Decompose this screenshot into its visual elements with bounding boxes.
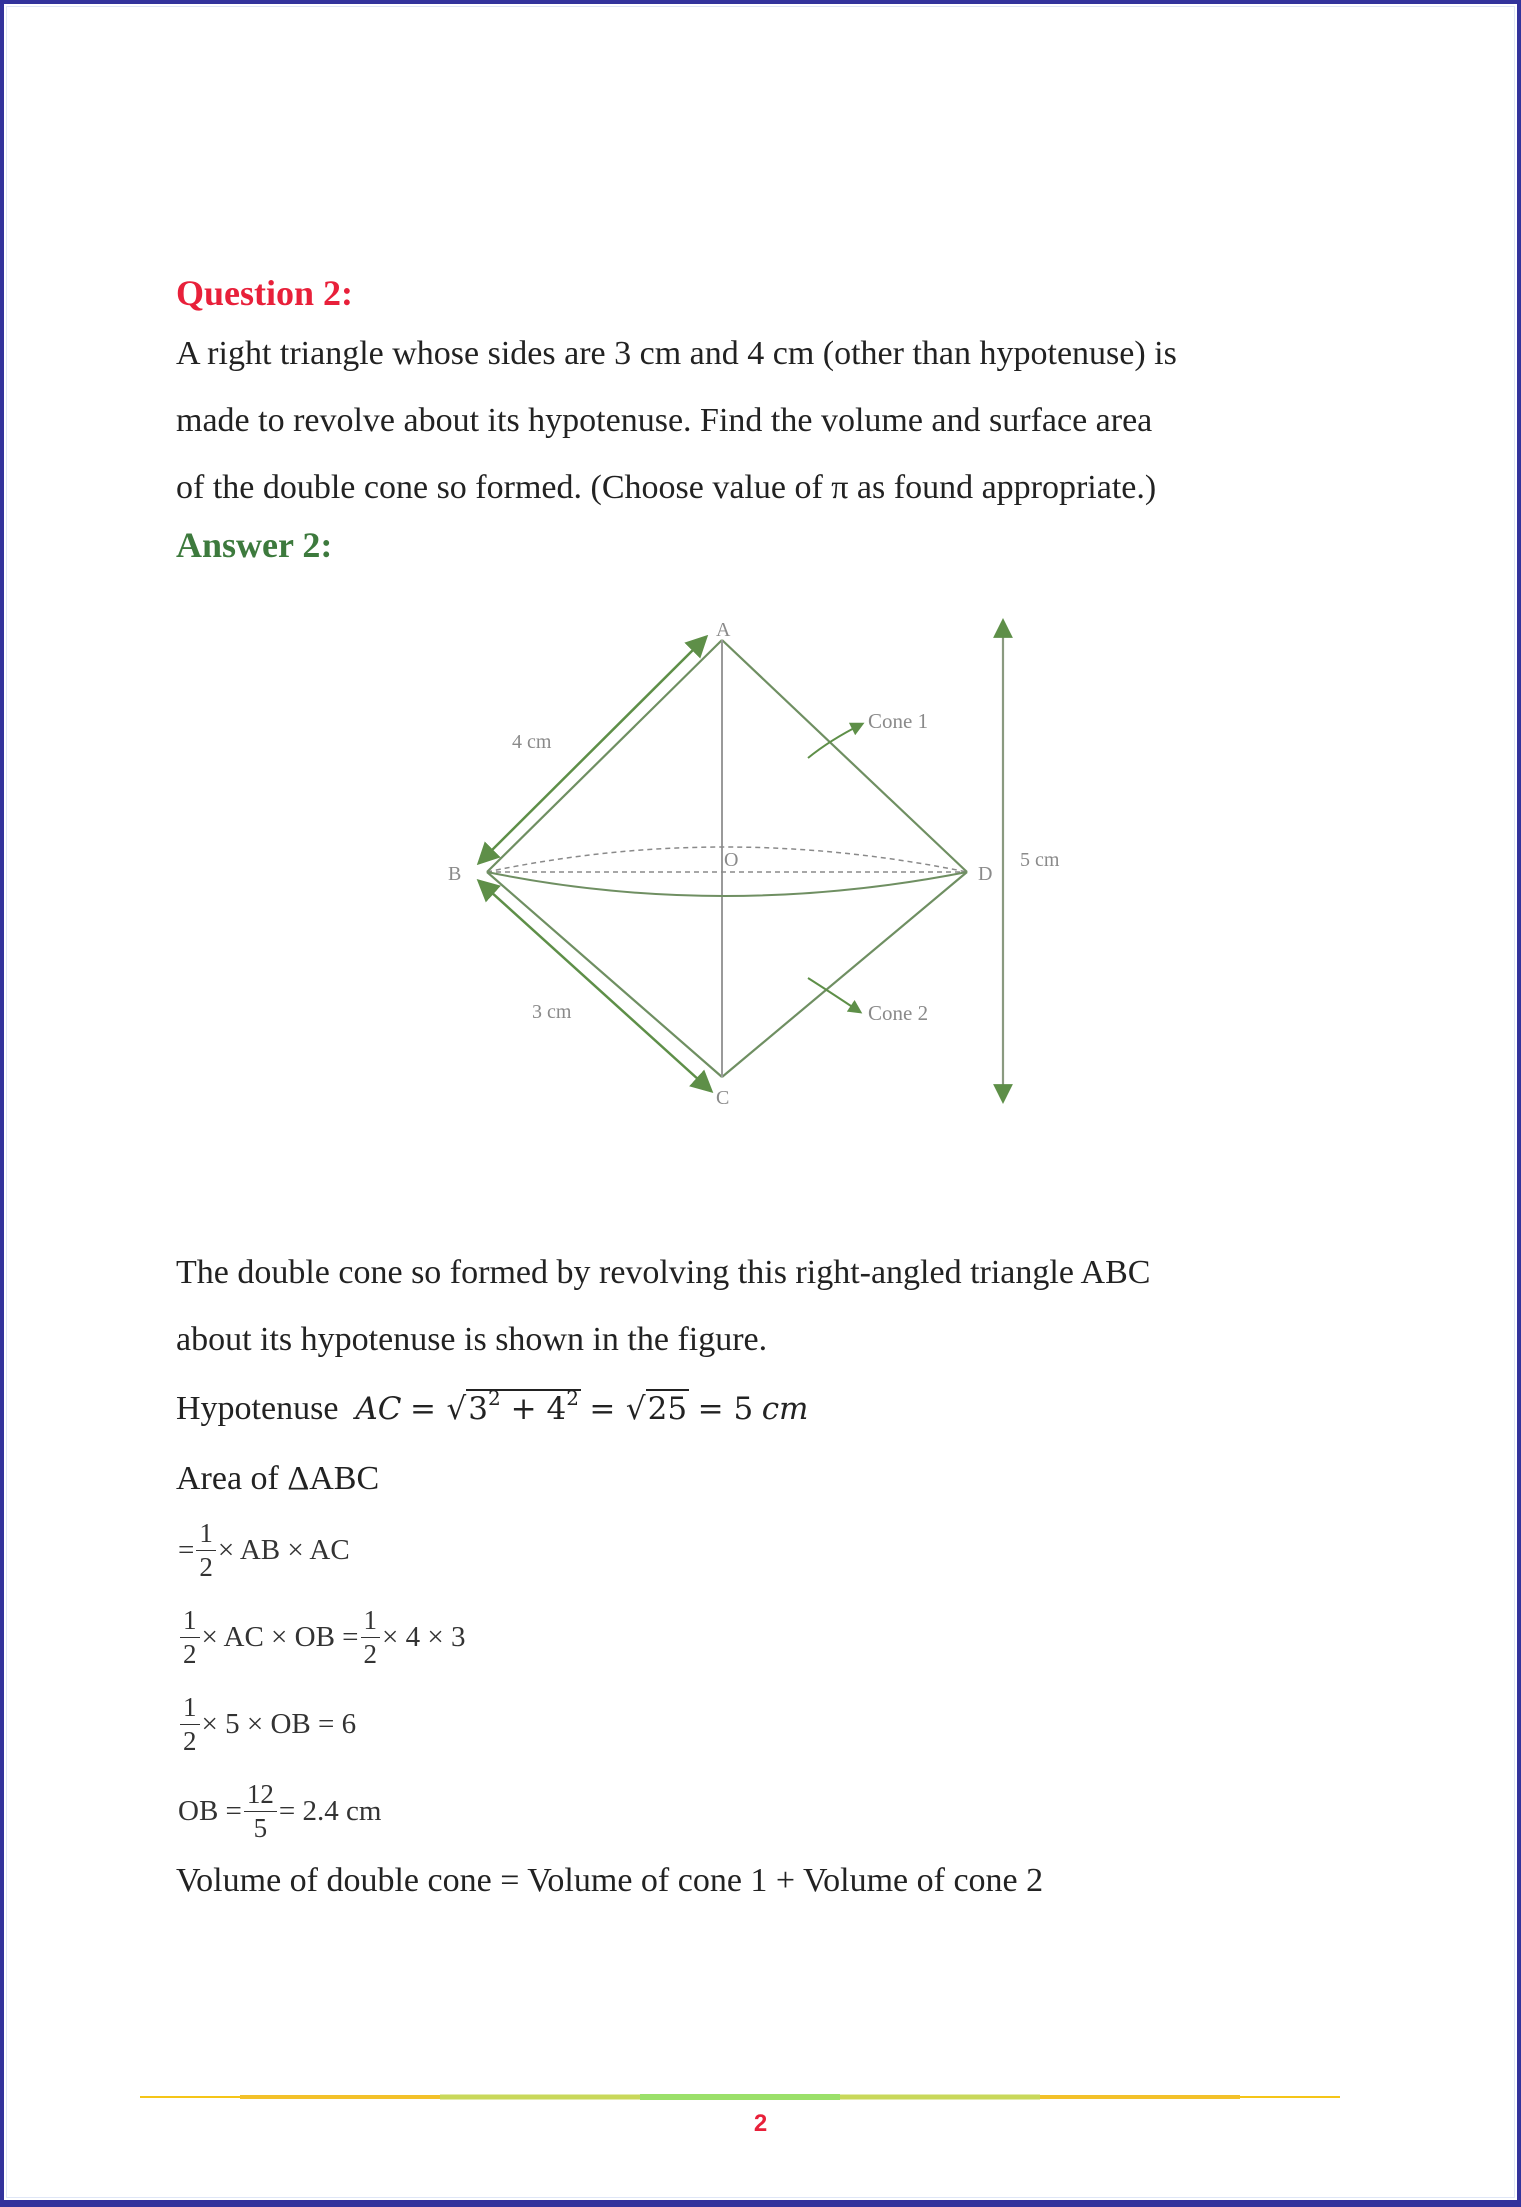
- question-line: made to revolve about its hypotenuse. Find the volume and surface area: [176, 402, 1153, 439]
- double-cone-diagram: [430, 600, 1110, 1250]
- label-cone2: Cone 2: [868, 1001, 929, 1025]
- hypotenuse-label: Hypotenuse: [176, 1390, 339, 1427]
- lhs-ac: AC: [355, 1391, 402, 1427]
- question-line: of the double cone so formed. (Choose value of π as found appropriate.): [176, 469, 1157, 506]
- label-cone1: Cone 1: [868, 709, 929, 733]
- base-ellipse-front: [487, 872, 967, 896]
- equation-4: OB = $\frac{12}{5}$ = 2.4 cm: [178, 1779, 382, 1843]
- point-d-label: D: [978, 863, 993, 885]
- question-line: A right triangle whose sides are 3 cm and 4 cm (other than hypotenuse) is: [176, 335, 1177, 372]
- explanation-line: about its hypotenuse is shown in the figure.: [176, 1321, 768, 1358]
- sqrt-3-4: $√3^2 + 4^2$: [446, 1386, 579, 1427]
- page-number: 2: [753, 2110, 768, 2137]
- point-b-label: B: [448, 863, 462, 885]
- point-a-label: A: [716, 619, 731, 641]
- point-o-label: O: [724, 849, 739, 871]
- fraction: $\frac{12}{5}$: [244, 1781, 277, 1842]
- explanation-line: The double cone so formed by revolving this right-angled triangle ABC: [176, 1254, 1151, 1291]
- fraction: $\frac{1}{2}$: [180, 1607, 200, 1668]
- question-heading: Question 2:: [176, 273, 354, 313]
- answer-heading: Answer 2:: [176, 525, 333, 565]
- footer-divider: [140, 2092, 1340, 2102]
- sqrt-25: √25: [625, 1391, 688, 1427]
- equation-3: $\frac{1}{2}$ × 5 × OB = 6: [178, 1694, 356, 1755]
- equation-1: = $\frac{1}{2}$ × AB × AC: [178, 1518, 350, 1582]
- area-heading: Area of ΔABC: [176, 1460, 380, 1497]
- volume-line: Volume of double cone = Volume of cone 1 + Volume of cone 2: [176, 1862, 1044, 1899]
- label-5cm: 5 cm: [1020, 849, 1060, 871]
- question-body: [176, 320, 1356, 521]
- equation-2: $\frac{1}{2}$ × AC × OB = $\frac{1}{2}$ × 4 × 3: [178, 1607, 466, 1668]
- fraction: $\frac{1}{2}$: [180, 1694, 200, 1755]
- arrow-bc: [480, 882, 710, 1090]
- fraction: $\frac{1}{2}$: [196, 1520, 216, 1581]
- label-4cm: 4 cm: [512, 731, 552, 753]
- point-c-label: C: [716, 1087, 730, 1109]
- hypotenuse-equation: Hypotenuse AC = $√3^2 + 4^2 = √25 = 5$ cm: [176, 1386, 809, 1427]
- fraction: $\frac{1}{2}$: [361, 1607, 381, 1668]
- label-3cm: 3 cm: [532, 1001, 572, 1023]
